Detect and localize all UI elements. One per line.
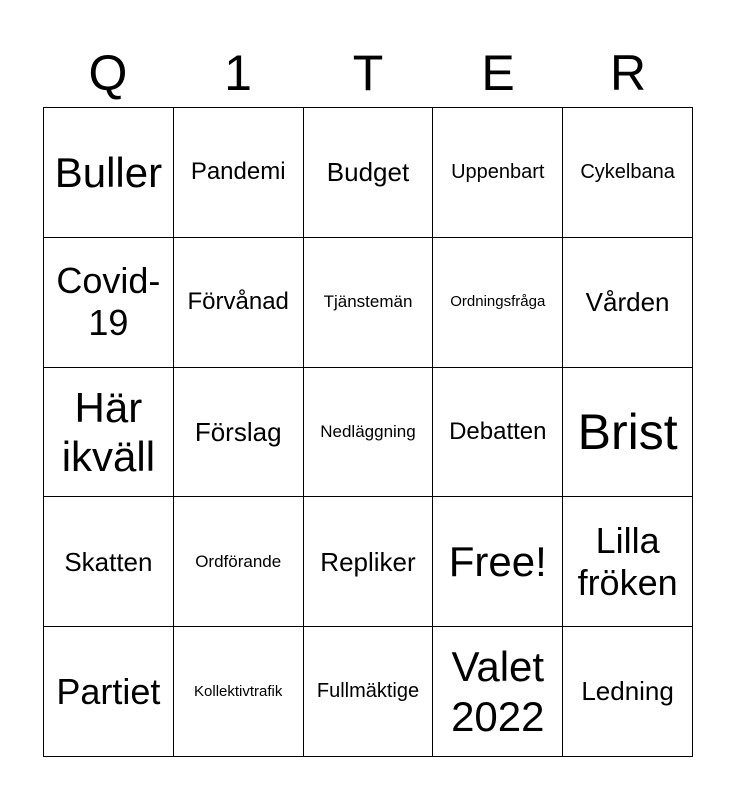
cell-label: Uppenbart — [451, 160, 545, 183]
header-letter-1: 1 — [224, 45, 252, 101]
cell-label: Debatten — [449, 417, 547, 445]
bingo-cell[interactable] — [304, 238, 434, 368]
bingo-cell[interactable] — [433, 108, 563, 238]
bingo-cell[interactable] — [304, 627, 434, 757]
cell-label: Vården — [585, 286, 670, 317]
header-letter-r: R — [609, 45, 647, 101]
bingo-cell[interactable] — [44, 238, 174, 368]
cell-label: Förvånad — [187, 288, 289, 316]
cell-label: Pandemi — [190, 158, 286, 186]
bingo-cell[interactable] — [433, 368, 563, 498]
bingo-cell[interactable] — [44, 108, 174, 238]
cell-label: Tjänstemän — [323, 292, 413, 312]
cell-label: Buller — [54, 148, 163, 196]
cell-label: Här ikväll — [61, 383, 156, 480]
cell-label: Fullmäktige — [316, 679, 420, 702]
cell-label: Brist — [577, 403, 678, 460]
header-letter-t: T — [352, 45, 384, 101]
cell-label: Valet 2022 — [451, 643, 545, 740]
cell-label: Kollektivtrafik — [194, 682, 283, 700]
cell-label: Free! — [448, 538, 547, 586]
bingo-cell[interactable] — [44, 368, 174, 498]
cell-label: Ordningsfråga — [450, 293, 546, 311]
bingo-cell[interactable] — [563, 368, 693, 498]
bingo-cell[interactable] — [304, 497, 434, 627]
cell-label: Lilla fröken — [577, 519, 678, 603]
header-letter-e: E — [481, 45, 515, 101]
bingo-cell[interactable] — [174, 497, 304, 627]
cell-label: Partiet — [56, 670, 161, 712]
bingo-cell[interactable] — [433, 627, 563, 757]
header-letter-q: Q — [88, 45, 128, 101]
cell-label: Budget — [326, 157, 410, 188]
bingo-header — [43, 40, 693, 106]
bingo-cell[interactable] — [44, 497, 174, 627]
cell-label: Nedläggning — [320, 422, 416, 442]
bingo-cell[interactable] — [563, 627, 693, 757]
cell-label: Repliker — [320, 546, 416, 577]
bingo-cell[interactable] — [174, 368, 304, 498]
bingo-cell[interactable] — [44, 627, 174, 757]
bingo-cell-free[interactable] — [433, 497, 563, 627]
cell-label: Cykelbana — [580, 160, 675, 183]
bingo-cell[interactable] — [174, 108, 304, 238]
bingo-grid — [43, 107, 693, 757]
bingo-cell[interactable] — [304, 368, 434, 498]
bingo-cell[interactable] — [563, 108, 693, 238]
bingo-cell[interactable] — [174, 627, 304, 757]
bingo-cell[interactable] — [304, 108, 434, 238]
cell-label: Ordförande — [195, 551, 282, 571]
cell-label: Ledning — [581, 676, 674, 707]
bingo-cell[interactable] — [563, 238, 693, 368]
cell-label: Covid-19 — [56, 260, 161, 344]
bingo-cell[interactable] — [433, 238, 563, 368]
bingo-cell[interactable] — [563, 497, 693, 627]
cell-label: Skatten — [64, 546, 153, 577]
cell-label: Förslag — [194, 416, 282, 447]
bingo-cell[interactable] — [174, 238, 304, 368]
